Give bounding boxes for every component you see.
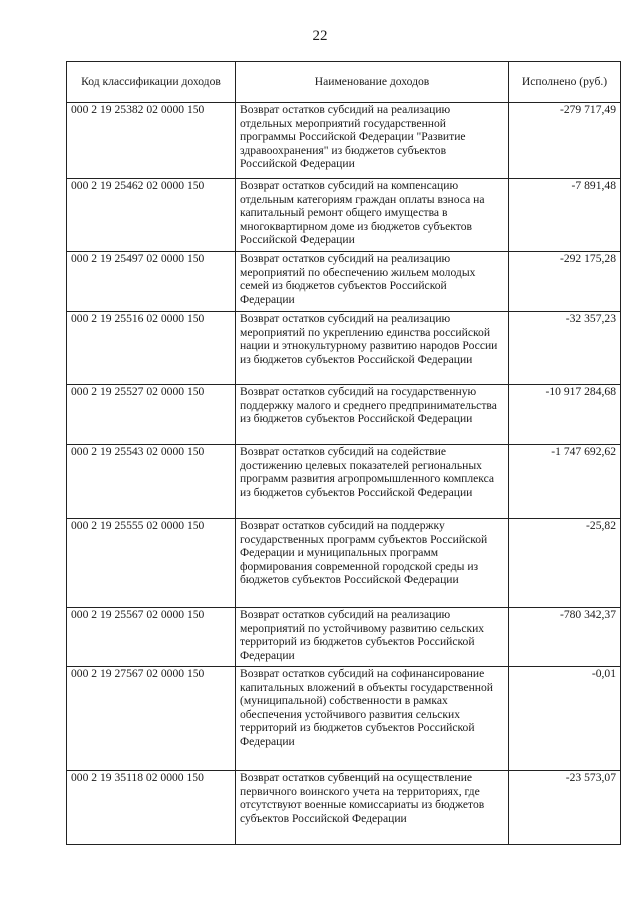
row-name: Возврат остатков субсидий на реализацию мероприятий по устойчивому развитию сельских территорий из бюджетов субъектов Российской Федерации (236, 608, 509, 667)
revenue-table (66, 61, 621, 845)
row-amount: -25,82 (509, 519, 621, 608)
row-amount: -32 357,23 (509, 312, 621, 385)
table-row (67, 252, 621, 312)
row-code: 000 2 19 25543 02 0000 150 (67, 445, 236, 519)
row-amount: -780 342,37 (509, 608, 621, 667)
table-row (67, 519, 621, 608)
row-name: Возврат остатков субсидий на государственную поддержку малого и среднего предпринимательства из бюджетов субъектов Российской Федерации (236, 385, 509, 445)
row-name: Возврат остатков субсидий на содействие достижению целевых показателей региональных программ развития агропромышленного комплекса из бюджетов субъектов Российской Федерации (236, 445, 509, 519)
row-name: Возврат остатков субсидий на реализацию мероприятий по укреплению единства российской нации и этнокультурному развитию народов России из бюджетов субъектов Российской Федерации (236, 312, 509, 385)
table-row (67, 103, 621, 179)
row-name: Возврат остатков субсидий на софинансирование капитальных вложений в объекты государственной (муниципальной) собственности в рамках обеспечения устойчивого развития сельских территорий из бюджетов субъектов Российской Федерации (236, 667, 509, 771)
row-amount: -7 891,48 (509, 179, 621, 252)
header-amount: Исполнено (руб.) (509, 62, 621, 103)
page-number: 22 (312, 28, 328, 44)
table-row (67, 445, 621, 519)
table-row (67, 385, 621, 445)
row-name: Возврат остатков субсидий на компенсацию отдельным категориям граждан оплаты взноса на капитальный ремонт общего имущества в многоквартирном доме из бюджетов субъектов Российской Федерации (236, 179, 509, 252)
row-code: 000 2 19 25462 02 0000 150 (67, 179, 236, 252)
row-name: Возврат остатков субвенций на осуществление первичного воинского учета на территориях, где отсутствуют военные комиссариаты из бюджетов субъектов Российской Федерации (236, 771, 509, 845)
row-name: Возврат остатков субсидий на реализацию мероприятий по обеспечению жильем молодых семей из бюджетов субъектов Российской Федерации (236, 252, 509, 312)
table-row (67, 608, 621, 667)
row-code: 000 2 19 25567 02 0000 150 (67, 608, 236, 667)
row-amount: -279 717,49 (509, 103, 621, 179)
row-amount: -23 573,07 (509, 771, 621, 845)
row-name: Возврат остатков субсидий на реализацию отдельных мероприятий государственной программы Российской Федерации "Развитие здравоохранения" из бюджетов субъектов Российской Федерации (236, 103, 509, 179)
row-code: 000 2 19 35118 02 0000 150 (67, 771, 236, 845)
row-amount: -10 917 284,68 (509, 385, 621, 445)
row-amount: -292 175,28 (509, 252, 621, 312)
header-code: Код классификации доходов (67, 62, 236, 103)
row-code: 000 2 19 25382 02 0000 150 (67, 103, 236, 179)
table-row (67, 312, 621, 385)
row-amount: -0,01 (509, 667, 621, 771)
row-code: 000 2 19 25497 02 0000 150 (67, 252, 236, 312)
table-row (67, 771, 621, 845)
table-row (67, 179, 621, 252)
table-row (67, 667, 621, 771)
row-code: 000 2 19 25516 02 0000 150 (67, 312, 236, 385)
header-name: Наименование доходов (236, 62, 509, 103)
row-name: Возврат остатков субсидий на поддержку государственных программ субъектов Российской Федерации и муниципальных программ формирования современной городской среды из бюджетов субъектов Российской Федерации (236, 519, 509, 608)
row-code: 000 2 19 25555 02 0000 150 (67, 519, 236, 608)
row-code: 000 2 19 25527 02 0000 150 (67, 385, 236, 445)
row-amount: -1 747 692,62 (509, 445, 621, 519)
table-header-row (67, 62, 621, 103)
row-code: 000 2 19 27567 02 0000 150 (67, 667, 236, 771)
